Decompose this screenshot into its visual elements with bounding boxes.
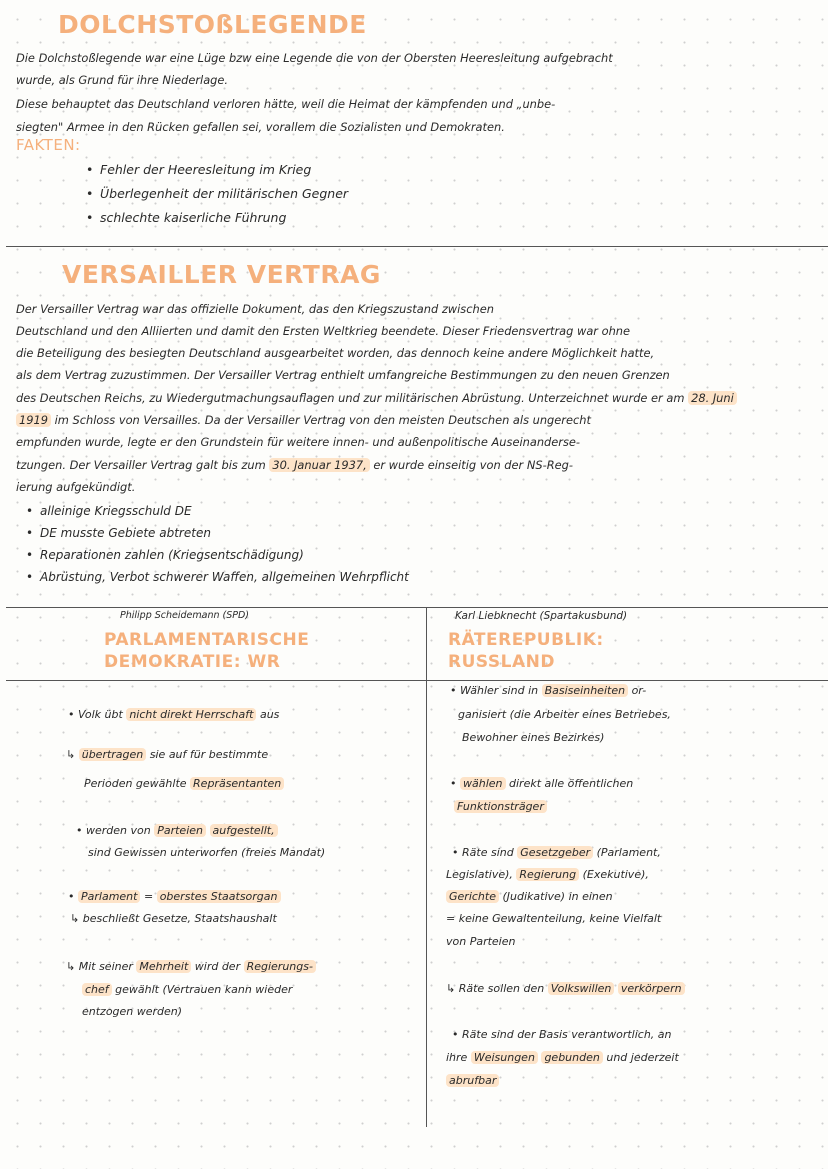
right-point-3-line-2 [446, 864, 649, 886]
right-p1-highlight: Basiseinheiten [542, 684, 628, 697]
right-person: Karl Liebknecht (Spartakusbund) [455, 610, 628, 622]
right-point-5 [452, 1024, 672, 1046]
versailles-line-6-text: im Schloss von Versailles. Da der Versailler Vertrag von den meisten Deutschen als ungerecht [54, 413, 591, 427]
right-title-1: RÄTEREPUBLIK: [448, 630, 604, 650]
left-p4-highlight-1: Parlament [78, 890, 140, 903]
right-p4-highlight-1: Volkswillen [548, 982, 615, 995]
left-point-4-line-2: ↳ beschließt Gesetze, Staatshaushalt [70, 912, 277, 925]
bullet-dot: • [68, 708, 75, 721]
versailles-line-5-text: des Deutschen Reichs, zu Wiedergutmachungsauflagen und zur militärischen Abrüstung. Unterzeichnet wurde er am [16, 391, 685, 405]
right-p3-highlight-1: Gesetzgeber [517, 846, 593, 859]
left-p5-line2-rest: gewählt (Vertrauen kann wieder [115, 983, 293, 996]
bullet-dot: • [68, 890, 75, 903]
right-p4-highlight-2: verkörpern [618, 982, 685, 995]
left-point-3 [76, 820, 278, 842]
left-p1-suffix: aus [259, 708, 280, 721]
left-person: Philipp Scheidemann (SPD) [120, 610, 250, 621]
left-point-1 [68, 704, 279, 726]
left-point-5-line-2 [82, 979, 292, 1001]
right-point-5-line-2 [446, 1047, 679, 1069]
bullet-dot: • [76, 824, 83, 837]
right-p5-prefix: Räte sind der Basis verantwortlich, an [462, 1028, 672, 1041]
date-28-juni: 28. Juni [688, 391, 737, 405]
right-p3-prefix: Räte sind [462, 846, 514, 859]
left-p5-prefix: ↳ Mit seiner [66, 960, 133, 973]
bullet-dot: • [452, 1028, 459, 1041]
dolchstoss-line-1: Die Dolchstoßlegende war eine Lüge bzw eine Legende die von der Obersten Heeresleitung aufgebracht [16, 51, 613, 65]
versailles-point: • alleinige Kriegsschuld DE [26, 500, 409, 522]
right-p5-line2-prefix: ihre [446, 1051, 468, 1064]
right-point-2 [450, 773, 633, 795]
right-p1-prefix: Wähler sind in [460, 684, 539, 697]
left-p2-line2-highlight: Repräsentanten [190, 777, 284, 790]
left-p2-rest: sie auf für bestimmte [149, 748, 269, 761]
right-p3-rest-1: (Parlament, [596, 846, 661, 859]
left-p3-prefix: werden von [86, 824, 151, 837]
title-dolchstosslegende: DOLCHSTOßLEGENDE [58, 10, 367, 39]
right-p3-line3-rest: (Judikative) in einen [502, 890, 613, 903]
right-p3-line2-rest: (Exekutive), [582, 868, 649, 881]
left-point-5-line-3: entzogen werden) [82, 1005, 183, 1018]
versailles-line-3: die Beteiligung des besiegten Deutschland ausgearbeitet worden, das dennoch keine andere Möglichkeit hatte, [16, 346, 655, 360]
table-vertical-divider [426, 607, 427, 1127]
left-point-2-line-2 [84, 773, 284, 795]
left-p2-highlight: übertragen [79, 748, 147, 761]
right-p5-line2-rest: und jederzeit [606, 1051, 679, 1064]
left-point-4 [68, 886, 281, 908]
right-p2-highlight: wählen [460, 777, 506, 790]
versailles-line-1: Der Versailler Vertrag war das offizielle Dokument, das den Kriegszustand zwischen [16, 302, 494, 316]
versailles-line-8b: er wurde einseitig von der NS-Reg- [373, 458, 573, 472]
right-point-1 [450, 680, 646, 702]
right-p5-line2-highlight-2: gebunden [541, 1051, 602, 1064]
right-p3-line3-highlight: Gerichte [446, 890, 499, 903]
right-point-3-line-3 [446, 886, 613, 908]
right-p2-line2-highlight: Funktionsträger [454, 800, 547, 813]
facts-label: FAKTEN: [16, 136, 81, 154]
versailles-point: • Abrüstung, Verbot schwerer Waffen, allgemeinen Wehrpflicht [26, 566, 409, 588]
bullet-dot: • [452, 846, 459, 859]
right-title-2: RUSSLAND [448, 652, 555, 672]
right-p4-prefix: ↳ Räte sollen den [446, 982, 545, 995]
left-title-1: PARLAMENTARISCHE [104, 630, 310, 650]
right-point-3 [452, 842, 661, 864]
bullet-dot: • [450, 684, 457, 697]
title-versailler-vertrag: VERSAILLER VERTRAG [62, 260, 381, 289]
dolchstoss-line-4: siegten" Armee in den Rücken gefallen sei, vorallem die Sozialisten und Demokraten. [16, 120, 505, 134]
left-p1-prefix: Volk übt [78, 708, 123, 721]
left-p4-eq: = [143, 890, 154, 903]
versailles-point: • DE musste Gebiete abtreten [26, 522, 409, 544]
right-p2-rest: direkt alle öffentlichen [509, 777, 634, 790]
left-p5-mid: wird der [194, 960, 241, 973]
right-p3-line2-prefix: Legislative), [446, 868, 513, 881]
versailles-line-9: ierung aufgekündigt. [16, 480, 136, 494]
date-1919: 1919 [16, 413, 51, 427]
left-p5-line2-highlight: chef [82, 983, 112, 996]
right-p1-suffix: or- [631, 684, 647, 697]
versailles-line-4: als dem Vertrag zuzustimmen. Der Versailler Vertrag enthielt umfangreiche Bestimmungen zu den neuen Grenzen [16, 368, 670, 382]
left-p3-highlight-2: aufgestellt, [210, 824, 278, 837]
fact-item: • Fehler der Heeresleitung im Krieg [86, 158, 348, 182]
dolchstoss-line-2: wurde, als Grund für ihre Niederlage. [16, 73, 229, 87]
left-p3-highlight-1: Parteien [154, 824, 206, 837]
table-header-divider [6, 680, 828, 681]
versailles-line-8a: tzungen. Der Versailler Vertrag galt bis zum [16, 458, 266, 472]
dolchstoss-line-3: Diese behauptet das Deutschland verloren hätte, weil die Heimat der kämpfenden und „unbe- [16, 97, 556, 111]
fact-item: • Überlegenheit der militärischen Gegner [86, 182, 348, 206]
right-point-3-line-4: = keine Gewaltenteilung, keine Vielfalt [446, 912, 662, 925]
versailles-line-2: Deutschland und den Alliierten und damit den Ersten Weltkrieg beendete. Dieser Friedensvertrag war ohne [16, 324, 631, 338]
versailles-points [26, 500, 409, 588]
right-point-1-line-3: Bewohner eines Bezirkes) [462, 731, 605, 744]
right-point-2-line-2 [454, 796, 547, 818]
versailles-line-6 [16, 409, 591, 431]
right-p5-line3-highlight: abrufbar [446, 1074, 499, 1087]
left-p2-line2-prefix: Perioden gewählte [84, 777, 187, 790]
right-p5-line2-highlight-1: Weisungen [471, 1051, 538, 1064]
date-30-januar-1937: 30. Januar 1937, [269, 458, 369, 472]
section-divider-2 [6, 607, 828, 608]
left-point-2 [66, 744, 268, 766]
fact-item: • schlechte kaiserliche Führung [86, 206, 348, 230]
right-point-3-line-5: von Parteien [446, 935, 516, 948]
left-point-5 [66, 956, 316, 978]
versailles-point: • Reparationen zahlen (Kriegsentschädigung) [26, 544, 409, 566]
left-p4-highlight-2: oberstes Staatsorgan [157, 890, 281, 903]
arrow-icon: ↳ [66, 748, 76, 761]
bullet-dot: • [450, 777, 457, 790]
right-point-1-line-2: ganisiert (die Arbeiter eines Betriebes, [458, 708, 671, 721]
left-p5-highlight-2: Regierungs- [244, 960, 316, 973]
versailles-line-7: empfunden wurde, legte er den Grundstein für weitere innen- und außenpolitische Auseinanderse- [16, 435, 581, 449]
right-point-4 [446, 978, 685, 1000]
section-divider-1 [6, 246, 828, 247]
facts-list [86, 158, 348, 230]
right-point-5-line-3 [446, 1070, 499, 1092]
versailles-line-8 [16, 454, 573, 476]
right-p3-line2-highlight: Regierung [516, 868, 579, 881]
left-p5-highlight-1: Mehrheit [136, 960, 191, 973]
left-p1-highlight: nicht direkt Herrschaft [126, 708, 256, 721]
versailles-line-5 [16, 387, 737, 409]
left-point-3-line-2: sind Gewissen unterworfen (freies Mandat) [88, 846, 326, 859]
left-title-2: DEMOKRATIE: WR [104, 652, 281, 672]
